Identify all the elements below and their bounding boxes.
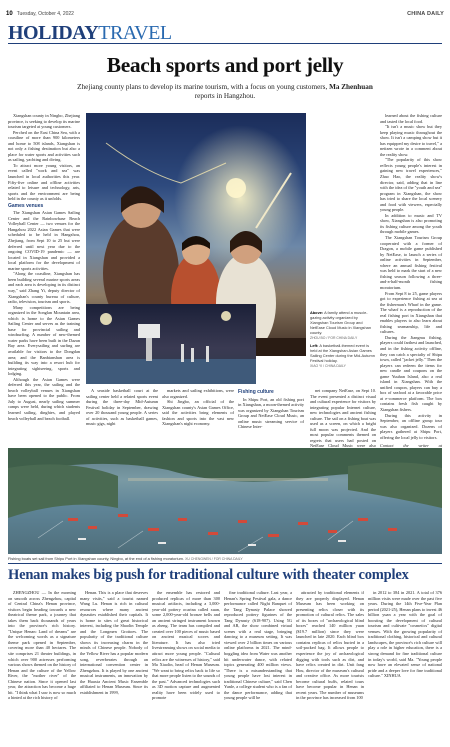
paragraph: ZHENGZHOU — In the morning on smooth across Zhengzhou, capital of Central China's Henan province, visitors begin heading towards a new theatrical theme park, a journey that takes them back thousands of years into the province's rich history. "Unique Henan: Land of dreams" are the welcoming words as a signature theme park opened in September, covering more than 40 hectares. The site comprises 21 theater buildings, in which over 900 actresses performing various shows themed on the history of Henan and the culture of the Yellow River, the "mother river" of the Chinese nation. Since it opened last year, the attraction has become a huge hit. "I think what I saw is now so much a hinted at the rich history of (8, 590, 76, 701)
paragraph: "Along the coastline, Xiangshan has been building several marine sports areas and each area is developing in its distinct way," said Zhang Yi, deputy director of Xiangshan's county bureau of culture, radio, television, tourism and sports. (8, 271, 80, 305)
paragraph: During this activity in September, an offline group tour was also organized. Dozens of players gathered at Shipu Port, offering the local jelly to visitors. (380, 412, 442, 440)
section-title-travel: TRAVEL (98, 22, 172, 44)
paragraph: net company NetEase, on Sept 10. The event presented a distinct visual and cultural experience for visitors by integrating popular Internet culture, new technologies and ancient fishing culture. The sail on a fishing boat was used as a screen, on which a bright full moon was projected. And the most popular comments themed on regrets that users had posted on NetEase Cloud Music were also (310, 388, 376, 449)
paragraph: From Sept 8 to 25, game players got to experience fishing at sea at the fisherman's Wharf in the game. The wharf is a reproduction of the real fishing port in Xiangshan that enables players to also learn about fishing seamanship, life and cultures. (380, 290, 442, 335)
paragraph: To attract more young visitors, an event called "work and sea" was launched in local authorities this year. Fifty-five online and offline activities related to leisure and technology, arts, sports and the environment are being held in the county as it unfolds. (8, 162, 80, 202)
page-header-bar (6, 8, 444, 20)
paragraph: Many competitions are being organized in the Songlan Mountain area, which is home to the Asian Games Sailing Center and serves as the training base for provincial sailing and windsurfing. A number of new-themed water parks have been built in the Dazan Bay area. Everysailing and surfing are available for visitors to the Dongdan area; and the Banbianshan area is building its way into a resort hub for integrating sightseeing, sports and lodging. (8, 304, 80, 377)
issue-date: Tuesday, October 4, 2022 (16, 11, 74, 17)
photo-illustration (86, 304, 256, 384)
photo-basketball-event (86, 304, 256, 384)
caption-above: A family attend a muscle-gazing activity organized by Xiangshan Tourism Group and NetEase Cloud Music in Xiangshan county. (310, 310, 371, 335)
story2-column-4 (224, 590, 292, 740)
caption-label-above: Above: (310, 310, 324, 315)
photo-caption-harbor (8, 556, 442, 561)
photo-caption-block (310, 310, 376, 369)
paragraph: learned about the fishing culture and tasted the local food. (380, 113, 442, 124)
caption-harbor: Fishing boats set sail from Shipu Port in Xiangshan county, Ningbo, at the end of a fishing moratorium. (8, 556, 184, 561)
paragraph: markets and sailing exhibitions, were also organized. (162, 388, 234, 399)
main-headline: Beach sports and port jelly (106, 53, 344, 77)
divider-rule (8, 563, 442, 564)
paragraph: "The popularity of this show reflects young people's interest in gaining new travel experiences," Zhao Hao, the reality show's director, said, adding that in line with the idea of the "youth and sea" program in Xiangshan, the show has tried to share the local scenery and food with viewers, especially young people. (380, 157, 442, 213)
paragraph: "It isn't a music show but they keep playing music throughout the show. It isn't a camping show but it has equipped my desire to travel," a netizen wrote in a comment about the reality show. (380, 124, 442, 157)
story2-column-5 (296, 590, 364, 740)
paragraph: Xiangshan county in Ningbo, Zhejiang province, is seeking to develop its marine tourism targeted at young customers. (8, 113, 80, 130)
paragraph: Although the Asian Games were deferred this year, the sailing and the beach volleyball venues in Xiangshan have been opened to the public. From July to August, nearly sailing summer camps were held, during which students learned sailing, dinghies, and played beach volleyball and beach football. (8, 376, 80, 421)
subhead-games-venues: Games venues (8, 202, 44, 209)
story2-column-1 (8, 590, 76, 740)
second-story-headline: Henan makes big push for traditional culture with theater complex (8, 567, 409, 583)
article-column-2 (86, 388, 158, 446)
section-title-holiday: HOLIDAY (8, 22, 99, 44)
caption-label-left: Left: (310, 343, 319, 348)
paragraph: The Xiangshan Tourism Group cooperated with a former of Dragon, a mobile game published by NetEase, to launch a series of online activities in September, where an annual fishing festival was held to mark the start of a new fishing season following a three-and-a-half-month fishing moratorium. (380, 235, 442, 290)
article-column-3b (310, 388, 376, 449)
page-number: 10 (6, 11, 13, 17)
deck-text: Zhejiang county plans to develop its marine tourism, with a focus on young customers, (77, 83, 328, 91)
publication-name: CHINA DAILY (407, 11, 444, 17)
paragraph: In Shipu Port, an old fishing port in Xiangshan, a moon-themed activity was organized by Xiangshan Tourism Group and NetEase Cloud Music, an online music streaming service of Chinese Inter- (238, 396, 304, 430)
article-column-2b (162, 388, 234, 446)
photo-credit: XIAO YI / CHINA DAILY (310, 364, 346, 368)
story2-column-6 (368, 590, 442, 740)
paragraph: the ensemble has restored and produced replicas of more than 300 musical artifacts, including a 3,000-year-old pottery ocarina called xuan, some 2,000-year-old bronze bells and an ancient stringed instrument known as zheng. The team has compiled and created over 100 pieces of music based on ancient musical scores and literature. It has also tried livestreaming shows on social media to attract more young people. "Cultural relics are the witnesses of history," said Ma Xiaolin, head of Henan Museum. "We want to bring relics back to life so that more people listen to the sounds of the past." Advanced technologies such as 3D motion capture and augmented reality have been widely used to promote (152, 590, 220, 701)
deck-tail: reports in Hangzhou. (194, 92, 256, 101)
paragraph: in 2012 to 384 in 2021. A total of 376 million visits were made over the past five years. During the 14th Five-Year Plan period (2021-25), Henan plans to invest 46 billion yuan a year with the goal of boosting the development of cultural tourism and cultivate "cosmetics" digital venues. With the growing popularity of traditional clothing, historical and cultural landscapes, the province's rich culture will play a role in higher education, there is a strong demand for fine traditional culture in today's world, said Ma. "Young people now have an elevated sense of national pride and a deeper love for fine traditional culture." XINHUA (368, 590, 442, 679)
paragraph: During the Jiangmu fishing, players could farthest and launched, and in the fishing activity offline, they can catch a specialty of Shipu town, called "jacket jelly." Then the players can redeem the items for new candle and coupons on the game Yuuhan Island, also a real island in Xiangshan. With the unified coupon, players can buy a box of seafood at a favorable price at e-commerce platform. The box contains fresh fish caught by Xiangshan fishers. (380, 334, 442, 412)
caption-left: A basketball-themed event is held at the Xiangshan Asian Games Sailing Center during the Mid-Autumn Festival holiday. (310, 343, 375, 363)
paragraph: Shi Jingbo, an official of the Xiangshan county's Asian Games Office, said the activities bring elements of fashion and sports into the vast new Xiangshan's night economy. (162, 399, 234, 427)
photo-fishing-boats-harbor (8, 448, 442, 554)
paragraph: In addition to music and TV show, Xiangshan is also promoting its fishing culture among the youth through mobile games. (380, 212, 442, 235)
article-column-3 (238, 388, 304, 446)
paragraph: Henan. This is a place that deserves many visits," said a tourist named Wang Lu. Henan is rich in cultural resources where many ancient dynasties established their capitals. It is home to sites of great historical interest, including the Shaolin Temple and the Longmen Grottoes. The popularity of the traditional culture shows its increasing charm in the minds of Chinese people. Nobody of the Yellow River has a popular modern song, reverberates through an international convention center in Zhengzhou. It is played by one ancient musical instruments, an innovation by the Huaxia Ancient Music Ensemble affiliated to Henan Museum. Since its establishment in 1999, (80, 590, 148, 695)
deck-author: Ma Zhenhuan (329, 83, 373, 91)
story2-column-2 (80, 590, 148, 740)
photo-illustration (8, 448, 442, 554)
paragraph: A seaside basketball court at the sailing center held a related sports event during the three-day Mid-Autumn Festival holiday in September, drawing over 20 thousand young people. A series of activities, such as basketball games, music gigs, night (86, 388, 158, 427)
article-column-4 (380, 113, 442, 449)
photo-credit: ZHOU BO / FOR CHINA DAILY (310, 336, 358, 340)
story2-column-3 (152, 590, 220, 740)
paragraph: fine traditional culture. Last year, a Henan's Spring Festival gala, a dance performance called Night Banquet of the Tang Dynasty Palace showed reproduced pottery figurines of the Tang Dynasty (618-907). Using 5G and AR, the show combined virtual scenes with a real stage, bringing dancing to a museum setting. It was viewed over 2 billion times on various online platforms in 2021. The mind-boggling idea from Water was another hit underwater dance, with related topics generating 400 million views. "There is a misunderstanding that young people have lost interest in traditional Chinese culture," said Chen Yunle, a college student who is a fan of the dance performance, adding that young people will be (224, 590, 292, 701)
paragraph: Perched on the East China Sea, with a coastline of more than 900 kilometers and home to 508 islands, Xiangshan is not only a fishing destination but also a place for water sports and activities such as sailing, yachting and diving. (8, 129, 80, 163)
photo-credit: XU CHENGWEN / FOR CHINA DAILY (185, 557, 243, 561)
paragraph: The Xiangshan Asian Games Sailing Center and the Rainbowbase Beach Volleyball Center — two venues for the Hangzhou 2022 Asian Games that were scheduled to be held in Hangzhou, Zhejiang, from Sept 10 to 25 but were deferred until next year due to the ongoing COVID-19 pandemic — are located in Xiangshan and provided a local platform for the development of marine sports activities. (8, 210, 80, 271)
section-heading (8, 22, 442, 44)
paragraph: attracted by traditional elements if they are properly displayed. Henan Museum has been working on presenting relics closer with its promotion of cultural relics. The sales of its boxes of "archaeological blind boxes" reached 140 million yuan ($19.7 million) since they were launched in late 2020. Each blind box contains replicas of relics buried in a soil-packed bag. It allows people to experience the joy of archaeological digging with tools such as dirt, and have relics created in dirt. Unit fang Hou, director of the museum's cultural and creative office. As more tourists become cultural buffs, related tours have become popular in Henan in recent years. The number of museums in the province has increased from 100 (296, 590, 364, 701)
headline-deck (70, 83, 380, 101)
subhead-fishing-culture: Fishing culture (238, 389, 274, 395)
contact-line: Contact the writer at (380, 443, 442, 449)
article-column-1 (8, 113, 80, 421)
